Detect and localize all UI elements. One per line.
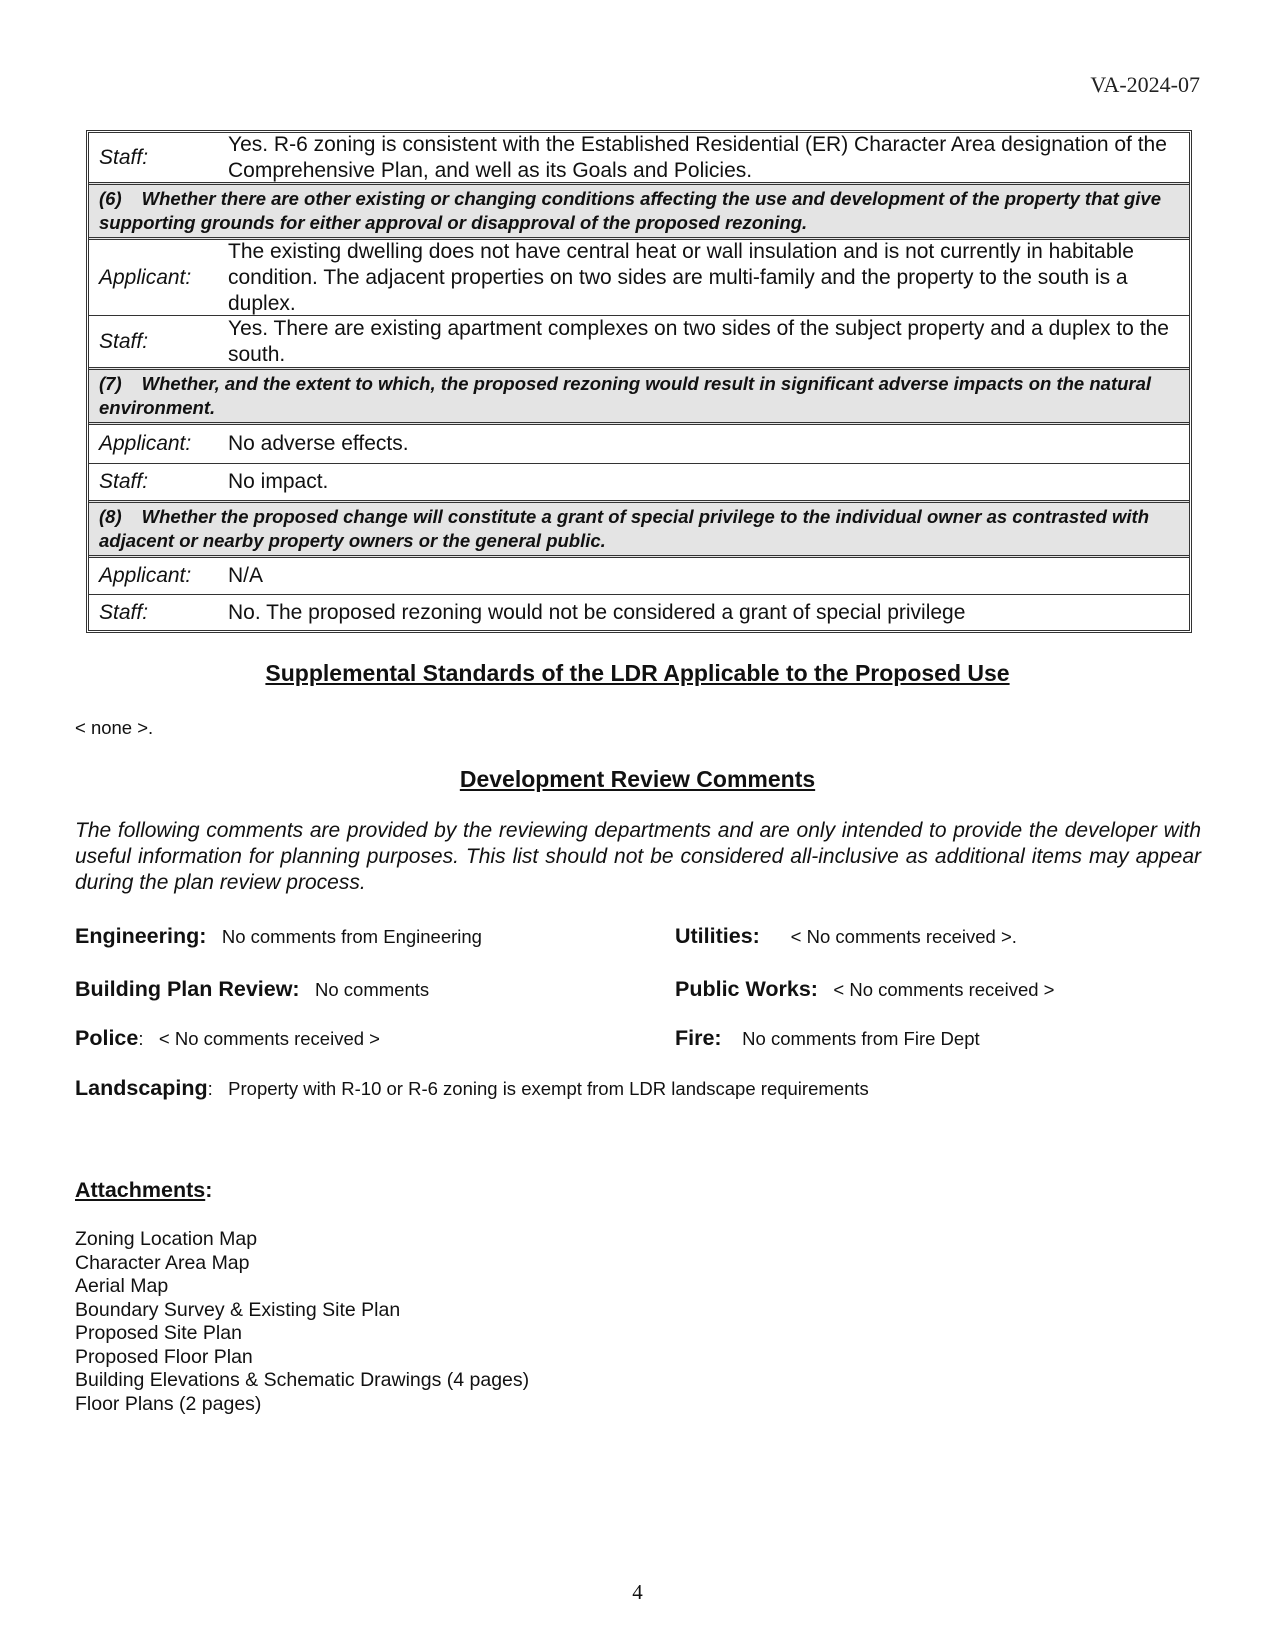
criterion-text: Whether, and the extent to which, the proposed rezoning would result in significant adverse impacts on the natural environment.: [99, 373, 1152, 418]
applicant-answer-6: [89, 240, 1189, 315]
answer-text: No. The proposed rezoning would not be considered a grant of special privilege: [228, 600, 966, 624]
landscaping-label: Landscaping: [75, 1076, 208, 1100]
attachment-item: Character Area Map: [75, 1251, 250, 1274]
answer-text: No adverse effects.: [228, 432, 409, 455]
development-review-heading: Development Review Comments: [459, 766, 816, 792]
attachment-item: Proposed Site Plan: [75, 1322, 242, 1344]
engineering-label: Engineering:: [75, 924, 207, 948]
police-label: Police: [75, 1026, 139, 1050]
attachment-item: Boundary Survey & Existing Site Plan: [75, 1298, 401, 1321]
fire-label: Fire:: [675, 1026, 722, 1050]
attachment-item: Proposed Floor Plan: [75, 1345, 253, 1368]
review-intro: The following comments are provided by the reviewing departments and are only intended to provide the developer with useful information for planning purposes. This list should not be considered all-inclusive as additional items may appear during the plan review process.: [75, 819, 1201, 894]
staff-answer-5: [89, 133, 1189, 182]
respondent-label: Staff:: [99, 145, 149, 169]
fire-comment: [675, 1026, 980, 1051]
answer-text: The existing dwelling does not have central heat or wall insulation and is not currently in habitable condition. The adjacent properties on two sides are multi-family and the property to the south is a duplex.: [228, 239, 1134, 315]
respondent-label: Applicant:: [99, 265, 192, 289]
answer-text: N/A: [228, 564, 264, 587]
respondent-label: Applicant:: [99, 432, 192, 455]
attachment-item: Floor Plans (2 pages): [75, 1392, 262, 1415]
criterion-7: [89, 367, 1189, 425]
engineering-comment: [75, 924, 482, 949]
police-value: < No comments received >: [158, 1028, 380, 1049]
landscaping-value: Property with R-10 or R-6 zoning is exempt from LDR landscape requirements: [228, 1078, 869, 1099]
criterion-text: Whether the proposed change will constitute a grant of special privilege to the individual owner as contrasted with adjacent or nearby property owners or the general public.: [99, 506, 1149, 551]
answer-text: Yes. R-6 zoning is consistent with the Established Residential (ER) Character Area designation of the Comprehensive Plan, and well as its Goals and Policies.: [228, 132, 1167, 182]
criterion-number: (7): [99, 373, 122, 394]
building-plan-review-comment: [75, 977, 429, 1002]
utilities-value: < No comments received >.: [790, 926, 1017, 947]
utilities-comment: [675, 924, 1017, 949]
police-comment: [75, 1026, 380, 1051]
criterion-number: (6): [99, 188, 122, 209]
attachments-title: Attachments: [75, 1178, 206, 1202]
criterion-number: (8): [99, 506, 122, 527]
respondent-label: Staff:: [99, 470, 149, 493]
public-works-label: Public Works:: [675, 977, 818, 1001]
attachment-item: Building Elevations & Schematic Drawings (4 pages): [75, 1369, 530, 1391]
building-plan-review-label: Building Plan Review:: [75, 977, 300, 1001]
applicant-answer-7: [89, 425, 1189, 463]
criterion-6: [89, 182, 1189, 240]
criteria-table: [86, 130, 1192, 633]
staff-answer-6: [89, 315, 1189, 367]
staff-answer-8: [89, 594, 1189, 630]
supplemental-standards-value: < none >.: [75, 717, 154, 738]
attachment-item: Aerial Map: [75, 1275, 169, 1297]
attachments-list: [75, 1228, 529, 1416]
respondent-label: Staff:: [99, 329, 149, 353]
staff-answer-7: [89, 463, 1189, 500]
supplemental-standards-heading: Supplemental Standards of the LDR Applicable to the Proposed Use: [265, 660, 1010, 686]
utilities-label: Utilities:: [675, 924, 760, 948]
answer-text: Yes. There are existing apartment complexes on two sides of the subject property and a duplex to the south.: [228, 316, 1169, 366]
fire-value: No comments from Fire Dept: [742, 1028, 980, 1049]
answer-text: No impact.: [228, 470, 329, 493]
respondent-label: Applicant:: [99, 564, 192, 587]
attachments-heading: [75, 1178, 212, 1203]
police-separator: :: [138, 1028, 144, 1049]
page-number: 4: [632, 1580, 643, 1604]
document-id: VA-2024-07: [1090, 72, 1200, 97]
building-plan-review-value: No comments: [315, 979, 430, 1000]
applicant-answer-8: [89, 558, 1189, 594]
attachments-colon: :: [205, 1178, 213, 1202]
engineering-value: No comments from Engineering: [221, 926, 482, 947]
criterion-text: Whether there are other existing or changing conditions affecting the use and development of the property that give supporting grounds for either approval or disapproval of the proposed rezoning.: [99, 188, 1161, 233]
attachment-item: Zoning Location Map: [75, 1228, 258, 1250]
public-works-comment: [675, 977, 1054, 1002]
landscaping-comment: [75, 1076, 869, 1101]
respondent-label: Staff:: [99, 600, 149, 624]
landscaping-separator: :: [207, 1078, 213, 1099]
public-works-value: < No comments received >: [833, 979, 1055, 1000]
criterion-8: [89, 500, 1189, 558]
